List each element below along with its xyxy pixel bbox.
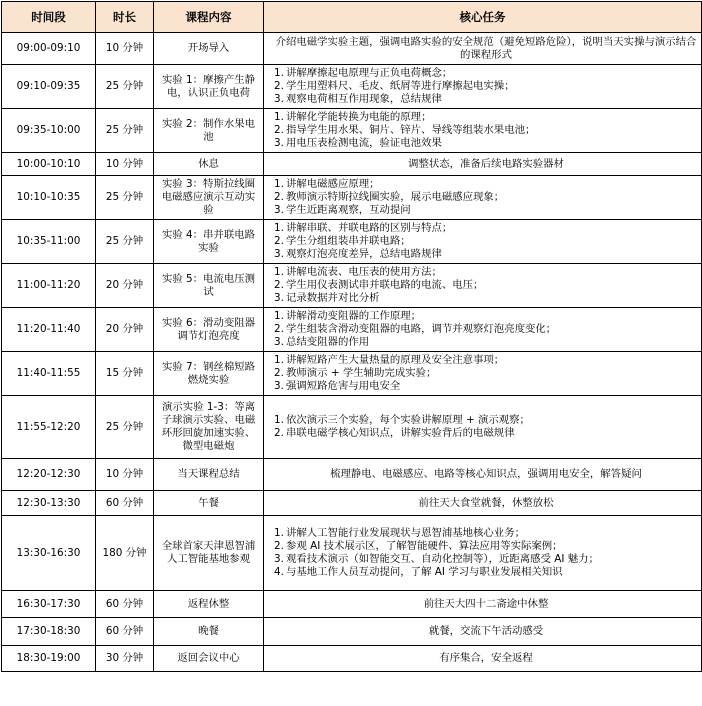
cell-time: 09:00-09:10 — [2, 33, 96, 65]
table-row — [2, 65, 702, 109]
task-number: 2. — [274, 427, 284, 439]
task-item — [274, 124, 698, 137]
header-content: 课程内容 — [154, 2, 264, 33]
task-text: 教师演示特斯拉线圈实验，展示电磁感应现象； — [286, 191, 505, 203]
task-number: 4. — [274, 566, 284, 578]
cell-content: 休息 — [154, 153, 264, 176]
task-item — [274, 111, 698, 124]
task-item — [274, 248, 698, 261]
task-item — [274, 380, 698, 393]
cell-content: 晚餐 — [154, 618, 264, 646]
task-list — [274, 67, 698, 106]
task-item — [274, 80, 698, 93]
cell-tasks: 调整状态，准备后续电路实验器材 — [264, 153, 702, 176]
cell-duration: 20 分钟 — [96, 264, 154, 308]
task-text: 学生用仪表测试串并联电路的电流、电压； — [286, 279, 484, 291]
cell-tasks: 就餐，交流下午活动感受 — [264, 618, 702, 646]
cell-content: 开场导入 — [154, 33, 264, 65]
task-list — [274, 266, 698, 305]
cell-time: 18:30-19:00 — [2, 646, 96, 672]
task-number: 3. — [274, 292, 284, 304]
cell-content: 实验 4：串并联电路实验 — [154, 220, 264, 264]
cell-time: 12:30-13:30 — [2, 491, 96, 516]
cell-tasks — [264, 109, 702, 153]
task-text: 记录数据并对比分析 — [286, 292, 380, 304]
task-number: 1. — [274, 310, 284, 322]
task-item — [274, 266, 698, 279]
table-row — [2, 396, 702, 459]
task-text: 讲解摩擦起电原理与正负电荷概念； — [286, 67, 453, 79]
cell-time: 12:20-12:30 — [2, 459, 96, 491]
task-number: 2. — [274, 367, 284, 379]
schedule-table — [1, 1, 702, 672]
task-item — [274, 93, 698, 106]
task-item — [274, 178, 698, 191]
task-text: 讲解滑动变阻器的工作原理； — [286, 310, 422, 322]
table-row — [2, 646, 702, 672]
cell-time: 10:35-11:00 — [2, 220, 96, 264]
task-number: 3. — [274, 93, 284, 105]
cell-content: 全球首家天津恩智浦人工智能基地参观 — [154, 516, 264, 591]
task-list — [274, 178, 698, 217]
cell-time: 10:00-10:10 — [2, 153, 96, 176]
task-text: 学生用塑料尺、毛皮、纸屑等进行摩擦起电实操； — [286, 80, 515, 92]
header-time: 时间段 — [2, 2, 96, 33]
task-number: 1. — [274, 178, 284, 190]
task-text: 观察灯泡亮度差异，总结电路规律 — [286, 248, 442, 260]
cell-tasks — [264, 396, 702, 459]
task-item — [274, 235, 698, 248]
table-row — [2, 264, 702, 308]
task-item — [274, 67, 698, 80]
table-row — [2, 491, 702, 516]
cell-content: 实验 7：钢丝棉短路燃烧实验 — [154, 352, 264, 396]
task-number: 1. — [274, 527, 284, 539]
task-number: 2. — [274, 323, 284, 335]
task-item — [274, 553, 698, 566]
table-row — [2, 352, 702, 396]
task-item — [274, 540, 698, 553]
cell-content: 实验 2：制作水果电池 — [154, 109, 264, 153]
task-number: 3. — [274, 553, 284, 565]
task-list — [274, 527, 698, 579]
task-number: 1. — [274, 111, 284, 123]
cell-content: 实验 5：电流电压测试 — [154, 264, 264, 308]
cell-content: 实验 1：摩擦产生静电，认识正负电荷 — [154, 65, 264, 109]
task-number: 3. — [274, 204, 284, 216]
cell-time: 11:20-11:40 — [2, 308, 96, 352]
task-text: 总结变阻器的作用 — [286, 336, 370, 348]
cell-tasks — [264, 516, 702, 591]
cell-tasks — [264, 308, 702, 352]
task-number: 3. — [274, 380, 284, 392]
cell-content: 实验 3：特斯拉线圈电磁感应演示互动实验 — [154, 176, 264, 220]
task-number: 3. — [274, 336, 284, 348]
table-row — [2, 109, 702, 153]
task-number: 3. — [274, 137, 284, 149]
task-text: 依次演示三个实验，每个实验讲解原理 + 演示观察； — [286, 414, 530, 426]
cell-time: 17:30-18:30 — [2, 618, 96, 646]
task-item — [274, 279, 698, 292]
task-text: 讲解串联、并联电路的区别与特点； — [286, 222, 453, 234]
task-list — [274, 414, 698, 440]
cell-duration: 25 分钟 — [96, 220, 154, 264]
task-item — [274, 323, 698, 336]
task-item — [274, 191, 698, 204]
cell-tasks: 梳理静电、电磁感应、电路等核心知识点，强调用电安全，解答疑问 — [264, 459, 702, 491]
cell-duration: 25 分钟 — [96, 109, 154, 153]
cell-duration: 30 分钟 — [96, 646, 154, 672]
task-text: 参观 AI 技术展示区，了解智能硬件、算法应用等实际案例； — [286, 540, 563, 552]
table-row — [2, 591, 702, 618]
cell-tasks: 前往天大食堂就餐，休整放松 — [264, 491, 702, 516]
cell-duration: 20 分钟 — [96, 308, 154, 352]
cell-content: 当天课程总结 — [154, 459, 264, 491]
task-text: 讲解化学能转换为电能的原理； — [286, 111, 432, 123]
task-text: 强调短路危害与用电安全 — [286, 380, 401, 392]
task-text: 指导学生用水果、铜片、锌片、导线等组装水果电池； — [286, 124, 536, 136]
cell-duration: 60 分钟 — [96, 591, 154, 618]
cell-duration: 10 分钟 — [96, 153, 154, 176]
task-item — [274, 566, 698, 579]
task-text: 讲解短路产生大量热量的原理及安全注意事项； — [286, 354, 505, 366]
cell-content: 实验 6：滑动变阻器调节灯泡亮度 — [154, 308, 264, 352]
task-item — [274, 414, 698, 427]
task-item — [274, 222, 698, 235]
cell-time: 11:55-12:20 — [2, 396, 96, 459]
task-number: 2. — [274, 124, 284, 136]
task-text: 学生组装含滑动变阻器的电路，调节并观察灯泡亮度变化； — [286, 323, 557, 335]
table-row — [2, 176, 702, 220]
cell-time: 11:40-11:55 — [2, 352, 96, 396]
task-number: 1. — [274, 414, 284, 426]
task-item — [274, 427, 698, 440]
cell-content: 午餐 — [154, 491, 264, 516]
task-text: 讲解电磁感应原理； — [286, 178, 380, 190]
cell-duration: 10 分钟 — [96, 459, 154, 491]
task-text: 讲解电流表、电压表的使用方法； — [286, 266, 442, 278]
task-item — [274, 204, 698, 217]
table-row — [2, 220, 702, 264]
task-list — [274, 354, 698, 393]
cell-time: 11:00-11:20 — [2, 264, 96, 308]
task-item — [274, 137, 698, 150]
cell-content: 演示实验 1-3：等离子球演示实验、电磁环形回旋加速实验、微型电磁炮 — [154, 396, 264, 459]
task-number: 2. — [274, 279, 284, 291]
task-list — [274, 222, 698, 261]
task-item — [274, 367, 698, 380]
task-text: 与基地工作人员互动提问，了解 AI 学习与职业发展相关知识 — [286, 566, 563, 578]
task-item — [274, 310, 698, 323]
task-number: 2. — [274, 80, 284, 92]
task-text: 教师演示 + 学生辅助完成实验； — [286, 367, 437, 379]
task-text: 学生近距离观察，互动提问 — [286, 204, 411, 216]
task-item — [274, 336, 698, 349]
table-row — [2, 33, 702, 65]
table-row — [2, 618, 702, 646]
task-list — [274, 111, 698, 150]
task-item — [274, 292, 698, 305]
task-number: 1. — [274, 266, 284, 278]
task-text: 串联电磁学核心知识点，讲解实验背后的电磁规律 — [286, 427, 515, 439]
task-number: 2. — [274, 540, 284, 552]
task-item — [274, 354, 698, 367]
cell-time: 16:30-17:30 — [2, 591, 96, 618]
table-header-row — [2, 2, 702, 33]
cell-duration: 15 分钟 — [96, 352, 154, 396]
task-number: 2. — [274, 235, 284, 247]
task-number: 1. — [274, 354, 284, 366]
table-row — [2, 153, 702, 176]
cell-time: 09:10-09:35 — [2, 65, 96, 109]
task-text: 观看技术演示（如智能交互、自动化控制等），近距离感受 AI 魅力； — [286, 553, 599, 565]
task-number: 1. — [274, 67, 284, 79]
cell-tasks: 介绍电磁学实验主题，强调电路实验的安全规范（避免短路危险），说明当天实操与演示结合的课程形式 — [264, 33, 702, 65]
cell-duration: 60 分钟 — [96, 618, 154, 646]
cell-duration: 25 分钟 — [96, 176, 154, 220]
table-row — [2, 459, 702, 491]
header-tasks: 核心任务 — [264, 2, 702, 33]
cell-time: 09:35-10:00 — [2, 109, 96, 153]
schedule-body — [2, 33, 702, 672]
cell-time: 10:10-10:35 — [2, 176, 96, 220]
cell-tasks — [264, 352, 702, 396]
task-text: 观察电荷相互作用现象，总结规律 — [286, 93, 442, 105]
cell-duration: 180 分钟 — [96, 516, 154, 591]
cell-duration: 10 分钟 — [96, 33, 154, 65]
table-row — [2, 516, 702, 591]
task-text: 讲解人工智能行业发展现状与恩智浦基地核心业务； — [286, 527, 525, 539]
cell-content: 返程休整 — [154, 591, 264, 618]
cell-tasks — [264, 220, 702, 264]
task-item — [274, 527, 698, 540]
cell-duration: 25 分钟 — [96, 65, 154, 109]
task-number: 3. — [274, 248, 284, 260]
task-text: 学生分组组装串并联电路； — [286, 235, 411, 247]
header-duration: 时长 — [96, 2, 154, 33]
task-number: 1. — [274, 222, 284, 234]
cell-tasks: 有序集合，安全返程 — [264, 646, 702, 672]
task-list — [274, 310, 698, 349]
cell-content: 返回会议中心 — [154, 646, 264, 672]
task-number: 2. — [274, 191, 284, 203]
cell-tasks: 前往天大四十二斋途中休整 — [264, 591, 702, 618]
cell-duration: 25 分钟 — [96, 396, 154, 459]
cell-time: 13:30-16:30 — [2, 516, 96, 591]
cell-tasks — [264, 264, 702, 308]
cell-tasks — [264, 176, 702, 220]
cell-duration: 60 分钟 — [96, 491, 154, 516]
table-row — [2, 308, 702, 352]
cell-tasks — [264, 65, 702, 109]
task-text: 用电压表检测电流，验证电池效果 — [286, 137, 442, 149]
